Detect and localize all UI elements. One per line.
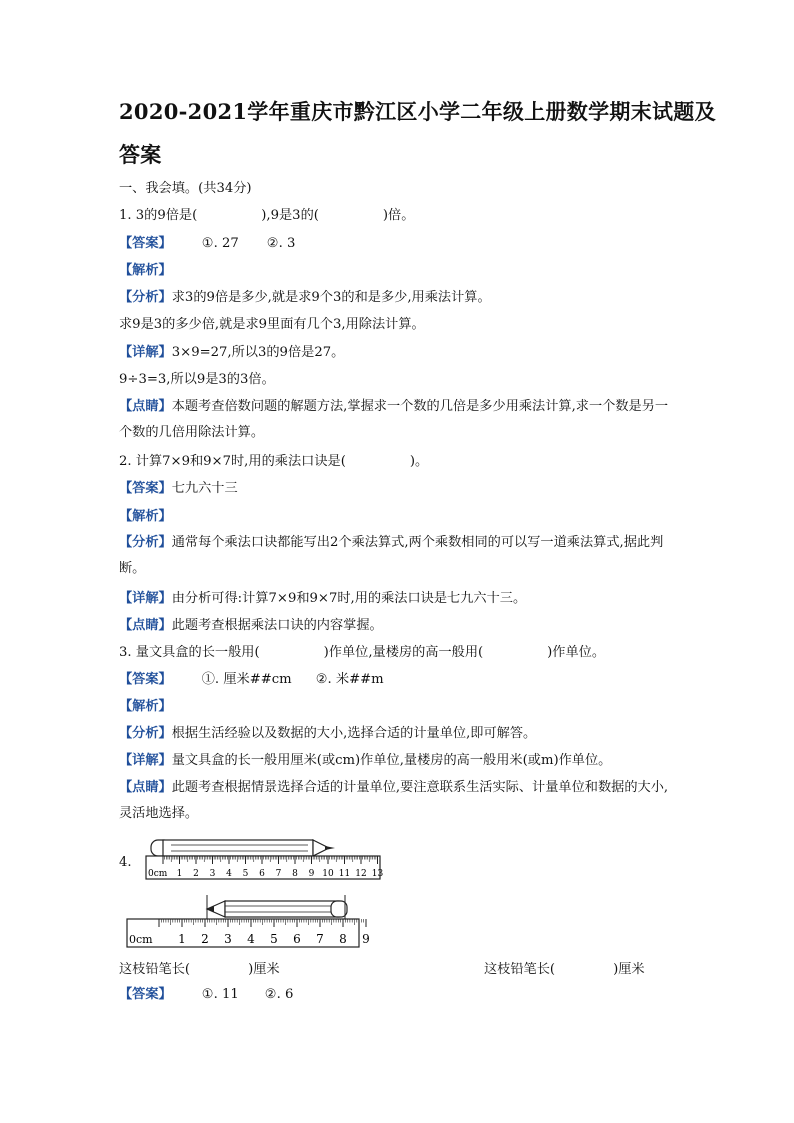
question-3: [119, 643, 605, 663]
ruler-tick-label: 9: [308, 869, 315, 879]
q1-text-b: ),9是3的(: [261, 208, 319, 223]
q1-dianjing: [119, 394, 677, 446]
q1-text-c: )倍。: [382, 208, 415, 223]
label-text-b: )厘米: [613, 962, 645, 977]
fenxi-text: 通常每个乘法口诀都能写出2个乘法算式,两个乘数相同的可以写一道乘法算式,据此判断。: [119, 535, 664, 576]
q3-answer: [119, 670, 384, 690]
ruler-tick-label: 12: [355, 869, 367, 879]
fenxi-tag: 【分析】: [119, 290, 172, 305]
ruler-tick-label: 2: [193, 869, 199, 879]
ruler-tick-label: 5: [242, 869, 249, 879]
dianjing-text: 本题考查倍数问题的解题方法,掌握求一个数的几倍是多少用乘法计算,求一个数是另一个数的几倍用除法计算。: [119, 399, 669, 440]
label-text-a: 这枝铅笔长(: [119, 962, 191, 977]
q1-text-a: 1. 3的9倍是(: [119, 208, 198, 223]
label-text-a: 这枝铅笔长(: [484, 962, 556, 977]
answer-value: ②. 3: [266, 236, 296, 251]
ruler-tick-label: 9: [362, 932, 370, 946]
ruler-tick-label: 7: [275, 869, 282, 879]
q1-xiangjie-2: 9÷3=3,所以9是3的3倍。: [119, 372, 275, 387]
answer-value: ②. 米##m: [315, 672, 384, 687]
q1-xiangjie: [119, 343, 344, 363]
pencil-icon: [151, 840, 335, 856]
q3-text-b: )作单位,量楼房的高一般用(: [323, 645, 484, 660]
ruler-tick-label: 10: [322, 869, 334, 879]
answer-tag: 【答案】: [119, 236, 172, 251]
question-4-number: 4.: [119, 855, 132, 870]
ruler-tick-label: 11: [338, 869, 351, 879]
ruler-tick-label: 3: [224, 932, 232, 946]
fenxi-tag: 【分析】: [119, 726, 172, 741]
ruler-tick-label: 5: [270, 932, 278, 946]
answer-value: ①. 11: [201, 987, 239, 1002]
q3-fenxi: [119, 724, 536, 744]
ruler-tick-label: 1: [178, 932, 186, 946]
answer-tag: 【答案】: [119, 672, 172, 687]
question-2: [119, 452, 428, 472]
ruler-tick-label: 8: [339, 932, 347, 946]
q2-xiangjie: [119, 589, 526, 609]
q1-fenxi: [119, 288, 491, 308]
ruler-tick-label: 6: [293, 932, 301, 946]
analysis-tag: 【解析】: [119, 263, 172, 278]
answer-value: ①. 27: [201, 236, 239, 251]
q2-answer: [119, 479, 238, 499]
question-1: [119, 206, 414, 226]
ruler-tick-label: 1: [176, 869, 183, 879]
page-title: 2020-2021学年重庆市黔江区小学二年级上册数学期末试题及答案: [119, 99, 716, 167]
pencil-length-left: [119, 958, 280, 977]
fenxi-tag: 【分析】: [119, 535, 172, 550]
xiangjie-tag: 【详解】: [119, 753, 172, 768]
answer-value: ①. 厘米##cm: [201, 672, 292, 687]
ruler-tick-label: 3: [209, 869, 216, 879]
answer-tag: 【答案】: [119, 481, 172, 496]
dianjing-tag: 【点睛】: [119, 780, 172, 795]
ruler-tick-label: 6: [259, 869, 265, 879]
pencil-length-right: [484, 958, 645, 977]
dianjing-text: 此题考查根据情景选择合适的计量单位,要注意联系生活实际、计量单位和数据的大小,灵活地选择。: [119, 780, 669, 821]
label-text-b: )厘米: [248, 962, 280, 977]
answer-value: 七九六十三: [171, 481, 238, 496]
q3-text-a: 3. 量文具盒的长一般用(: [119, 645, 260, 660]
xiangjie-tag: 【详解】: [119, 345, 172, 360]
ruler-tick-label: 4: [226, 869, 232, 879]
q2-text-b: )。: [409, 454, 429, 469]
xiangjie-text: 量文具盒的长一般用厘米(或cm)作单位,量楼房的高一般用米(或m)作单位。: [171, 753, 612, 768]
q3-text-c: )作单位。: [547, 645, 606, 660]
ruler-figure-1: [143, 834, 383, 882]
ruler-body: [127, 919, 359, 947]
q1-answer: [119, 234, 295, 254]
xiangjie-tag: 【详解】: [119, 591, 172, 606]
ruler-tick-label: 8: [292, 869, 298, 879]
pencil-icon: [207, 895, 347, 919]
ruler-tick-label: 13: [371, 869, 384, 879]
q4-answer: [119, 985, 293, 1005]
answer-value: ②. 6: [264, 987, 294, 1002]
q3-xiangjie: [119, 751, 611, 771]
ruler-zero-label: 0cm: [148, 869, 168, 879]
ruler-figure-2: [125, 893, 370, 949]
ruler-tick-label: 2: [201, 932, 209, 946]
analysis-tag: 【解析】: [119, 699, 172, 714]
section-heading: 一、我会填。(共34分): [119, 181, 252, 196]
q2-text-a: 2. 计算7×9和9×7时,用的乘法口诀是(: [119, 454, 346, 469]
analysis-tag: 【解析】: [119, 509, 172, 524]
q3-dianjing: [119, 775, 677, 827]
xiangjie-text: 由分析可得:计算7×9和9×7时,用的乘法口诀是七九六十三。: [171, 591, 527, 606]
ruler-tick-label: 7: [316, 932, 324, 946]
q2-dianjing: [119, 616, 383, 636]
q2-fenxi: [119, 530, 677, 582]
dianjing-tag: 【点睛】: [119, 618, 172, 633]
fenxi-text: 求3的9倍是多少,就是求9个3的和是多少,用乘法计算。: [171, 290, 491, 305]
q1-fenxi-2: 求9是3的多少倍,就是求9里面有几个3,用除法计算。: [119, 317, 425, 332]
fenxi-text: 根据生活经验以及数据的大小,选择合适的计量单位,即可解答。: [171, 726, 537, 741]
ruler-tick-label: 4: [247, 932, 255, 946]
ruler-zero-label: 0cm: [129, 933, 153, 946]
dianjing-text: 此题考查根据乘法口诀的内容掌握。: [171, 618, 383, 633]
answer-tag: 【答案】: [119, 987, 172, 1002]
dianjing-tag: 【点睛】: [119, 399, 172, 414]
xiangjie-text: 3×9=27,所以3的9倍是27。: [171, 345, 345, 360]
